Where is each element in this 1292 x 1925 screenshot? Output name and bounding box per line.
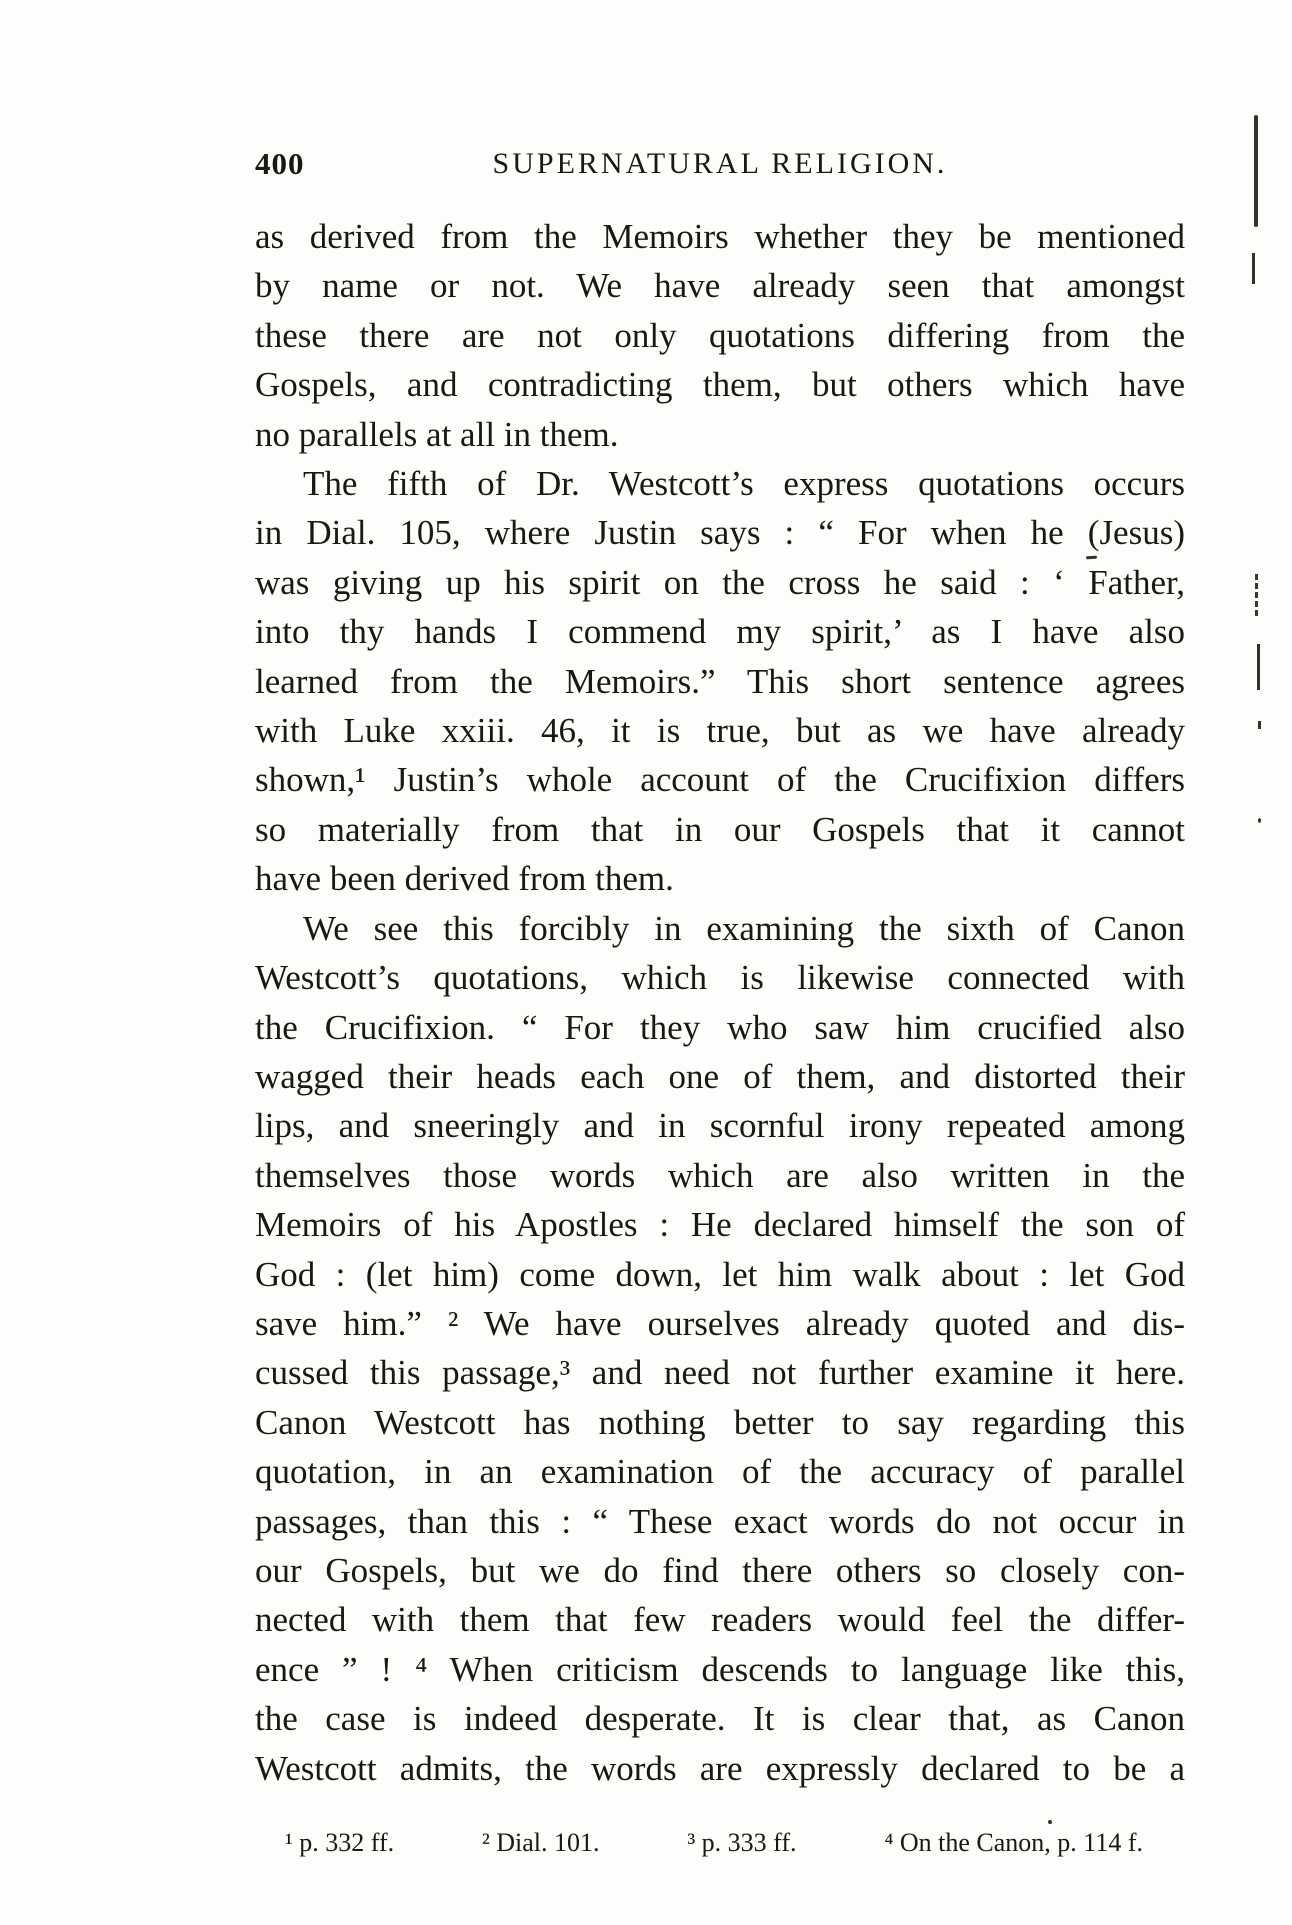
footnote-2: ² Dial. 101.: [481, 1828, 600, 1857]
text-line: as derived from the Memoirs whether they be mentioned: [255, 217, 1185, 256]
text-line: with Luke xxiii. 46, it is true, but as we have already: [255, 711, 1185, 751]
text-line: themselves those words which are also written in the: [255, 1155, 1185, 1195]
margin-mark: [1254, 115, 1258, 227]
text-line: Memoirs of his Apostles : He declared himself the son of: [255, 1205, 1185, 1245]
footnote-3: ³ p. 333 ff.: [687, 1828, 797, 1857]
footnote-4: ⁴ On the Canon, p. 114 f.: [884, 1828, 1143, 1857]
text-line: our Gospels, but we do find there others so closely con-: [255, 1550, 1185, 1590]
text-line: in Dial. 105, where Justin says : “ For when he (Jesus): [255, 513, 1185, 553]
text-line: The fifth of Dr. Westcott’s express quotations occurs: [303, 464, 1185, 504]
text-line: Westcott’s quotations, which is likewise connected with: [255, 958, 1185, 998]
text-line: passages, than this : “ These exact words do not occur in: [255, 1501, 1185, 1541]
text-line: into thy hands I commend my spirit,’ as I have also: [255, 612, 1185, 652]
margin-mark: [1258, 818, 1261, 823]
page-number: 400: [255, 146, 305, 181]
margin-mark: [1257, 644, 1260, 690]
text-line: Westcott admits, the words are expressly declared to be a: [255, 1748, 1185, 1788]
text-line: lips, and sneeringly and in scornful irony repeated among: [255, 1106, 1185, 1146]
footnote-1: ¹ p. 332 ff.: [285, 1828, 395, 1857]
text-line: wagged their heads each one of them, and distorted their: [255, 1056, 1185, 1096]
text-line: cussed this passage,³ and need not further examine it here.: [255, 1353, 1185, 1393]
text-line: We see this forcibly in examining the sixth of Canon: [303, 908, 1185, 948]
text-line: ence ” ! ⁴ When criticism descends to language like this,: [255, 1649, 1185, 1689]
scan-speck: [1048, 1820, 1052, 1824]
text-line: so materially from that in our Gospels that it cannot: [255, 809, 1185, 849]
page-body: [255, 212, 1185, 1793]
text-line: was giving up his spirit on the cross he said : ‘ Father,: [255, 562, 1185, 602]
paragraph: [255, 212, 1185, 459]
margin-mark: [1252, 253, 1255, 284]
margin-mark: [1255, 574, 1258, 616]
text-line: have been derived from them.: [255, 859, 674, 899]
running-title: SUPERNATURAL RELIGION.: [492, 147, 948, 180]
text-line: these there are not only quotations differing from the: [255, 315, 1185, 355]
paragraph: [255, 459, 1185, 904]
text-line: God : (let him) come down, let him walk about : let God: [255, 1254, 1185, 1294]
text-line: by name or not. We have already seen that amongst: [255, 266, 1185, 306]
text-line: shown,¹ Justin’s whole account of the Crucifixion differs: [255, 760, 1185, 800]
text-line: save him.” ² We have ourselves already quoted and dis-: [255, 1303, 1185, 1343]
paragraph: [255, 904, 1185, 1793]
text-line: the case is indeed desperate. It is clear that, as Canon: [255, 1699, 1185, 1739]
margin-mark: [1258, 721, 1261, 729]
text-line: the Crucifixion. “ For they who saw him crucified also: [255, 1007, 1185, 1047]
text-line: nected with them that few readers would feel the differ-: [255, 1600, 1185, 1640]
text-line: learned from the Memoirs.” This short sentence agrees: [255, 661, 1185, 701]
text-line: Canon Westcott has nothing better to say regarding this: [255, 1402, 1185, 1442]
text-line: no parallels at all in them.: [255, 414, 619, 454]
text-line: quotation, in an examination of the accuracy of parallel: [255, 1452, 1185, 1492]
text-line: Gospels, and contradicting them, but others which have: [255, 365, 1185, 405]
footnotes: [285, 1828, 1143, 1858]
page-header: [255, 146, 1185, 186]
